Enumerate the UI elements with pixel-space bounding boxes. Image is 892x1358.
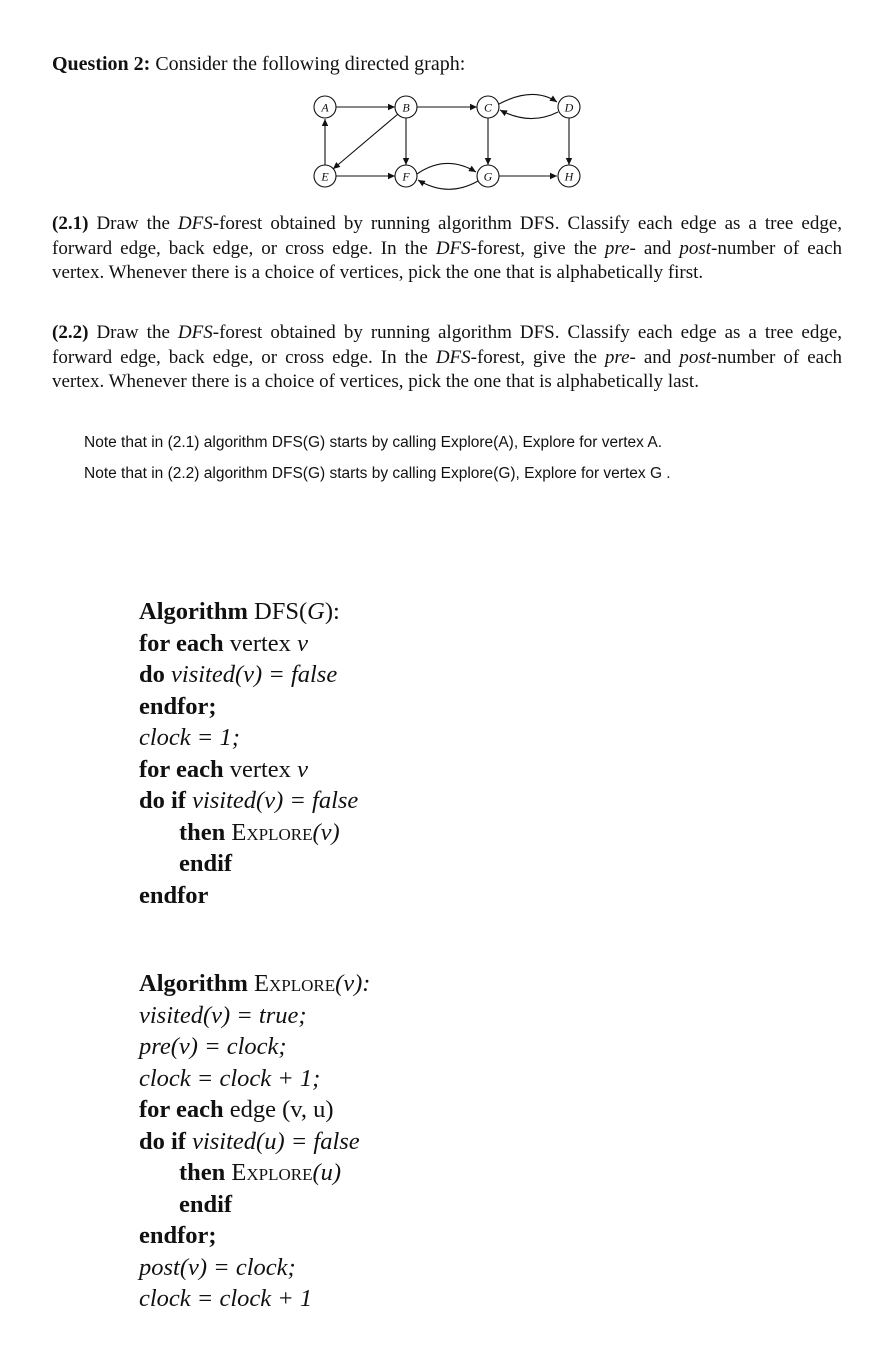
part-2-1-text: -forest, give the: [470, 237, 605, 259]
explore-line: clock = clock + 1;: [139, 1064, 321, 1092]
node-a: [314, 96, 336, 118]
node-label: D: [564, 100, 574, 115]
part-2-2-text: -forest, give the: [470, 346, 605, 368]
node-label: E: [321, 169, 329, 184]
text: vertex: [223, 629, 298, 657]
expression: visited(v) = false: [164, 661, 338, 688]
explore-line: [139, 1094, 370, 1126]
part-2-1-dfs: DFS: [435, 237, 471, 259]
algorithm-dfs: [139, 596, 358, 911]
dfs-line: [139, 754, 358, 786]
explore-line: pre(v) = clock;: [139, 1033, 287, 1060]
algorithm-explore: [139, 968, 370, 1315]
part-2-2-text: -number of each vertex. Whenever there is a choice of vertices, pick the one that is alphabetically last.: [52, 346, 843, 392]
node-label: G: [483, 169, 493, 184]
node-label: B: [402, 100, 410, 115]
variable: (v): [312, 818, 340, 846]
edge-c-d: [499, 94, 557, 104]
edge-f-g: [417, 163, 476, 174]
explore-line: [139, 1157, 370, 1189]
keyword: Algorithm: [139, 970, 248, 997]
part-2-1-pre: pre: [604, 237, 630, 259]
text: DFS(: [247, 598, 308, 625]
dfs-line: [139, 628, 358, 660]
edge-d-c: [500, 110, 558, 119]
question-text: Consider the following directed graph:: [155, 53, 466, 75]
node-label: H: [564, 169, 574, 184]
keyword: then: [179, 1159, 226, 1186]
variable: (u): [312, 1159, 342, 1186]
explore-header: [139, 968, 370, 1000]
question-heading: [52, 53, 465, 76]
function-name: Explore: [225, 1159, 313, 1186]
part-2-1-number: (2.1): [52, 213, 89, 234]
variable: v: [297, 755, 308, 783]
part-2-1-text: -forest obtained by running algorithm DFS. Classify each edge as a tree edge, forward edge, back edge, or cross edge. In the: [52, 213, 843, 259]
part-2-1-text: Draw the: [96, 213, 178, 234]
expression: visited(u) = false: [185, 1127, 360, 1155]
function-name: Explore: [247, 970, 336, 997]
node-g: [477, 165, 499, 187]
variable: (v):: [335, 970, 371, 997]
part-2-1: [52, 212, 842, 286]
dfs-line: [139, 659, 358, 691]
text: ):: [324, 598, 340, 625]
explore-line: visited(v) = true;: [139, 1001, 307, 1029]
node-label: A: [321, 100, 329, 115]
dfs-line: endfor;: [139, 692, 217, 720]
part-2-2-number: (2.2): [52, 322, 89, 343]
part-2-2-dfs: DFS: [435, 346, 471, 368]
part-2-2-pre: pre: [604, 346, 630, 368]
keyword: for each: [139, 629, 224, 657]
dfs-header: [139, 596, 358, 628]
dfs-line: [139, 785, 358, 817]
explore-line: clock = clock + 1: [139, 1285, 313, 1312]
node-label: C: [483, 100, 493, 115]
node-label: F: [402, 169, 410, 184]
text: edge (v, u): [223, 1096, 334, 1123]
explore-line: endfor;: [139, 1222, 217, 1249]
part-2-2-dfs: DFS: [177, 322, 213, 343]
part-2-2-text: Draw the: [96, 322, 178, 343]
keyword: for each: [139, 1096, 224, 1123]
keyword: for each: [139, 755, 224, 783]
note-2-2: Note that in (2.2) algorithm DFS(G) starts by calling Explore(G), Explore for vertex G .: [84, 465, 671, 482]
function-name: Explore: [225, 818, 313, 846]
dfs-line: endif: [179, 850, 233, 877]
node-d: [558, 96, 580, 118]
dfs-line: clock = 1;: [139, 724, 240, 751]
variable: G: [307, 598, 325, 625]
explore-line: endif: [179, 1190, 233, 1218]
node-e: [314, 165, 336, 187]
text: vertex: [223, 755, 298, 783]
variable: v: [297, 629, 308, 657]
part-2-2: [52, 321, 842, 395]
edge-b-e: [333, 114, 398, 169]
part-2-1-text: -number of each vertex. Whenever there is a choice of vertices, pick the one that is alphabetically first.: [52, 237, 843, 283]
part-2-1-text: - and: [629, 237, 680, 259]
dfs-line: [139, 817, 358, 849]
explore-line: [139, 1126, 370, 1158]
keyword: Algorithm: [139, 598, 248, 625]
node-c: [477, 96, 499, 118]
node-b: [395, 96, 417, 118]
keyword: do if: [139, 1127, 186, 1155]
note-2-1: Note that in (2.1) algorithm DFS(G) starts by calling Explore(A), Explore for vertex A.: [84, 434, 663, 451]
part-2-2-text: - and: [629, 346, 680, 368]
part-2-1-dfs: DFS: [177, 213, 213, 234]
dfs-line: endfor: [139, 881, 209, 909]
explore-line: post(v) = clock;: [139, 1253, 296, 1281]
node-f: [395, 165, 417, 187]
directed-graph: [300, 88, 600, 198]
expression: visited(v) = false: [185, 787, 359, 814]
keyword: do if: [139, 787, 186, 814]
keyword: then: [179, 818, 226, 846]
part-2-2-text: -forest obtained by running algorithm DFS. Classify each edge as a tree edge, forward edge, back edge, or cross edge. In the: [52, 322, 843, 368]
edge-g-f: [418, 180, 478, 189]
part-2-1-post: post: [679, 237, 712, 259]
keyword: do: [139, 661, 165, 688]
part-2-2-post: post: [679, 346, 712, 368]
question-label: Question 2:: [52, 53, 151, 75]
node-h: [558, 165, 580, 187]
